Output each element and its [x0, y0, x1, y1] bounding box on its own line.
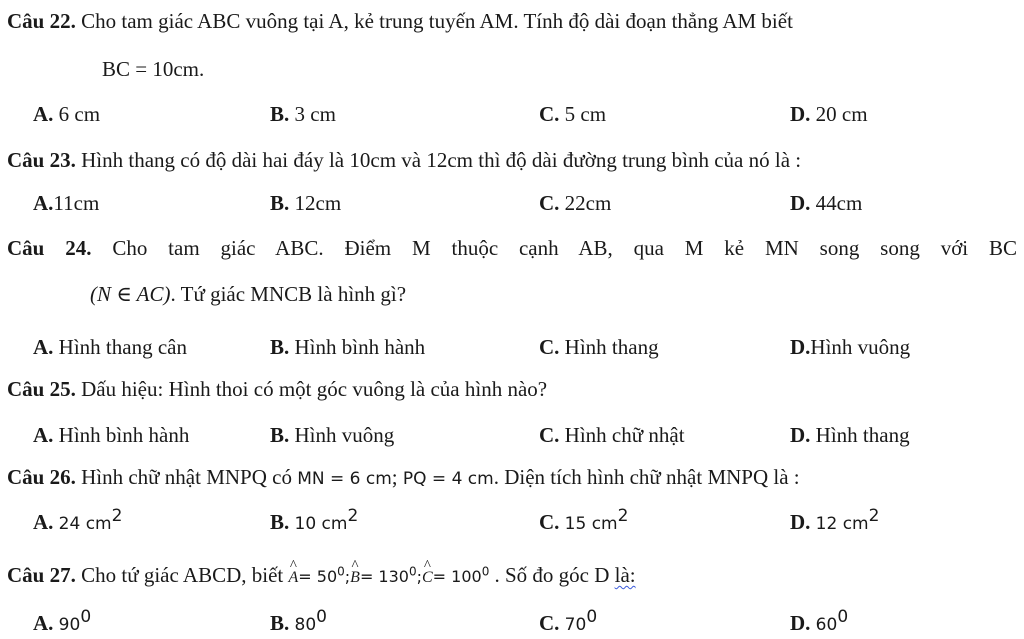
option-text: 10 cm [294, 514, 348, 534]
option-text: 12 cm [815, 514, 869, 534]
option-label: D. [790, 423, 811, 447]
option-b[interactable] [270, 101, 336, 127]
option-text: 70 [564, 615, 587, 635]
option-b[interactable] [270, 334, 425, 360]
separator: ; [416, 567, 422, 586]
question-label: Câu 22. [7, 9, 76, 33]
option-label: B. [270, 510, 290, 534]
option-text: 44cm [815, 191, 863, 215]
separator: ; [344, 567, 351, 586]
option-b[interactable] [270, 607, 327, 638]
option-label: B. [270, 335, 290, 359]
question-label: Câu 27. [7, 563, 76, 587]
question-text: . Tứ giác MNCB là hình gì? [170, 282, 407, 306]
option-d[interactable] [790, 506, 880, 537]
option-text: Hình chữ nhật [564, 423, 685, 447]
option-c[interactable] [539, 101, 606, 127]
option-label: D. [790, 335, 811, 359]
option-text: Hình bình hành [58, 423, 190, 447]
option-text: 15 cm [564, 514, 618, 534]
option-label: C. [539, 102, 560, 126]
option-c[interactable] [539, 422, 685, 448]
option-c[interactable] [539, 506, 629, 537]
option-a[interactable] [33, 190, 99, 216]
math-expression: (N ∈ AC) [90, 282, 171, 306]
question-label: Câu 25. [7, 377, 76, 401]
option-text: 80 [294, 615, 317, 635]
option-label: B. [270, 191, 290, 215]
option-text: Hình thang cân [58, 335, 187, 359]
question-text: Cho tứ giác ABCD, biết [81, 563, 284, 587]
question-24-cont [90, 281, 406, 307]
option-text: 60 [815, 615, 838, 635]
question-label: Câu 26. [7, 465, 76, 489]
superscript: 0 [481, 564, 490, 579]
superscript: 2 [347, 506, 359, 526]
option-text: Hình vuông [810, 335, 911, 359]
option-label: D. [790, 510, 811, 534]
question-label: Câu 24. [7, 236, 92, 260]
option-d[interactable] [790, 101, 868, 127]
question-text: . Số đo góc D [494, 563, 610, 587]
option-label: A. [33, 191, 54, 215]
option-c[interactable] [539, 190, 611, 216]
question-27 [7, 562, 636, 591]
option-text: 6 cm [58, 102, 101, 126]
option-d[interactable] [790, 190, 862, 216]
question-text: . Diện tích hình chữ nhật MNPQ là : [493, 465, 800, 489]
question-22 [7, 8, 793, 34]
question-text: Dấu hiệu: Hình thoi có một góc vuông là của hình nào? [81, 377, 548, 401]
option-d[interactable] [790, 422, 910, 448]
superscript: 0 [337, 564, 345, 579]
option-b[interactable] [270, 506, 359, 537]
superscript: 2 [617, 506, 629, 526]
question-text: Hình thang có độ dài hai đáy là 10cm và 12cm thì độ dài đường trung bình của nó là : [81, 148, 802, 172]
option-label: B. [270, 423, 290, 447]
option-a[interactable] [33, 101, 100, 127]
question-26 [7, 464, 800, 492]
question-label: Câu 23. [7, 148, 76, 172]
superscript: 0 [316, 607, 327, 627]
option-label: C. [539, 191, 560, 215]
angle-value: = 50 [298, 567, 338, 586]
option-label: B. [270, 611, 290, 635]
option-c[interactable] [539, 607, 598, 638]
option-label: A. [33, 611, 54, 635]
option-text: Hình bình hành [294, 335, 426, 359]
option-label: D. [790, 611, 811, 635]
angle-b: ^ B [350, 565, 360, 591]
spellcheck-underlined-text: là: [614, 563, 636, 587]
math-expression: PQ = 4 cm [402, 469, 494, 489]
angle-value: = 130 [359, 567, 409, 586]
question-text: Hình chữ nhật MNPQ có [81, 465, 298, 489]
option-a[interactable] [33, 506, 123, 537]
option-text: Hình thang [815, 423, 910, 447]
option-text: 5 cm [564, 102, 607, 126]
option-label: A. [33, 423, 54, 447]
angle-list [288, 564, 494, 586]
option-label: A. [33, 335, 54, 359]
option-label: A. [33, 510, 54, 534]
option-d[interactable] [790, 334, 910, 360]
question-23 [7, 147, 801, 173]
option-label: C. [539, 423, 560, 447]
superscript: 0 [586, 607, 598, 627]
question-22-cont [102, 56, 204, 82]
question-text: Cho tam giác ABC. Điểm M thuộc cạnh AB, qua M kẻ MN song song với BC [112, 236, 1017, 260]
question-text: Cho tam giác ABC vuông tại A, kẻ trung tuyến AM. Tính độ dài đoạn thẳng AM biết [81, 9, 793, 33]
option-label: B. [270, 102, 290, 126]
option-text: Hình thang [564, 335, 659, 359]
superscript: 0 [80, 607, 92, 627]
superscript: 2 [868, 506, 880, 526]
option-text: 3 cm [294, 102, 336, 126]
angle-c: ^ C [422, 565, 433, 591]
superscript: 2 [111, 506, 123, 526]
option-a[interactable] [33, 334, 187, 360]
math-expression: MN = 6 cm [297, 469, 392, 489]
question-text: BC = 10cm. [102, 57, 205, 81]
option-b[interactable] [270, 422, 394, 448]
option-text: 22cm [564, 191, 612, 215]
angle-a: ^ A [288, 565, 298, 591]
option-label: D. [790, 102, 811, 126]
option-label: C. [539, 510, 560, 534]
option-c[interactable] [539, 334, 659, 360]
option-text: 90 [58, 615, 81, 635]
option-a[interactable] [33, 607, 92, 638]
option-b[interactable] [270, 190, 341, 216]
superscript: 0 [837, 607, 849, 627]
option-label: D. [790, 191, 811, 215]
question-25 [7, 376, 547, 402]
option-text: Hình vuông [294, 423, 395, 447]
option-a[interactable] [33, 422, 189, 448]
option-text: 24 cm [58, 514, 112, 534]
option-text: 20 cm [815, 102, 868, 126]
question-text: ; [391, 465, 403, 489]
question-24 [7, 235, 1017, 261]
superscript: 0 [408, 564, 417, 579]
option-label: C. [539, 611, 560, 635]
option-label: A. [33, 102, 54, 126]
option-text: 11cm [53, 191, 100, 215]
angle-value: = 100 [432, 567, 482, 586]
option-label: C. [539, 335, 560, 359]
option-d[interactable] [790, 607, 849, 638]
option-text: 12cm [294, 191, 342, 215]
